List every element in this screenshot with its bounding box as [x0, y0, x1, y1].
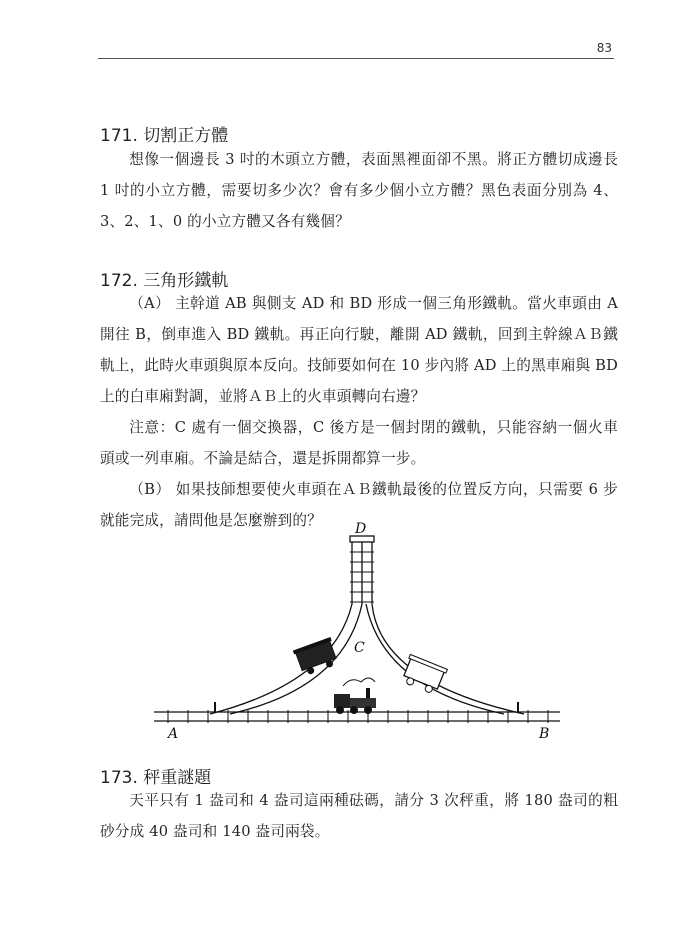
- figure-label-d: D: [355, 522, 367, 537]
- section-172-note: 注意：C 處有一個交換器，C 後方是一個封閉的鐵軌，只能容納一個火車頭或一列車廂。不論是結合，還是拆開都算一步。: [100, 419, 618, 467]
- section-172-body: [100, 288, 618, 536]
- figure-label-b: B: [539, 726, 550, 742]
- white-wagon: [400, 654, 448, 695]
- triangle-track-illustration: [148, 522, 566, 744]
- section-173-paragraph: 天平只有 1 盎司和 4 盎司這兩種砝碼，請分 3 次秤重，將 180 盎司的粗砂分成 40 盎司和 140 盎司兩袋。: [100, 792, 618, 840]
- section-171-title: 171. 切割正方體: [100, 126, 229, 146]
- locomotive: [334, 678, 376, 714]
- triangle-track-figure: [148, 522, 566, 744]
- left-branch-outer-rail: [210, 542, 352, 714]
- figure-label-c: C: [354, 640, 365, 656]
- black-wagon: [293, 637, 340, 677]
- section-172-title: 172. 三角形鐵軌: [100, 271, 229, 291]
- header-rule: [98, 58, 614, 59]
- right-branch-inner-rail: [366, 604, 504, 714]
- section-171-paragraph: 想像一個邊長 3 吋的木頭立方體，表面黑裡面卻不黑。將正方體切成邊長 1 吋的小立方體，需要切多少次？會有多少個小立方體？黑色表面分別為 4、3、2、1、0 的小立方體又各有幾個？: [100, 151, 618, 230]
- section-171-body: [100, 144, 618, 237]
- section-172-paragraph-a: （A） 主幹道 AB 與側支 AD 和 BD 形成一個三角形鐵軌。當火車頭由 A 開往 B，倒車進入 BD 鐵軌。再正向行駛，離開 AD 鐵軌，回到主幹線ＡＢ鐵軌上，此時火車頭與原本反向。技師要如何在 10 步內將 AD 上的黑車廂與 BD 上的白車廂對調，並將ＡＢ上的火車頭轉向右邊？: [100, 295, 618, 405]
- section-173-body: [100, 785, 618, 847]
- right-branch-outer-rail: [372, 542, 524, 714]
- page-number: 83: [596, 41, 612, 55]
- figure-label-a: A: [168, 726, 179, 742]
- smoke-puff: [343, 678, 375, 686]
- section-173-title: 173. 秤重謎題: [100, 768, 212, 788]
- section-172-paragraph-b: （B） 如果技師想要使火車頭在ＡＢ鐵軌最後的位置反方向，只需要 6 步就能完成，請問他是怎麼辦到的？: [100, 481, 618, 529]
- left-branch-inner-rail: [230, 542, 362, 714]
